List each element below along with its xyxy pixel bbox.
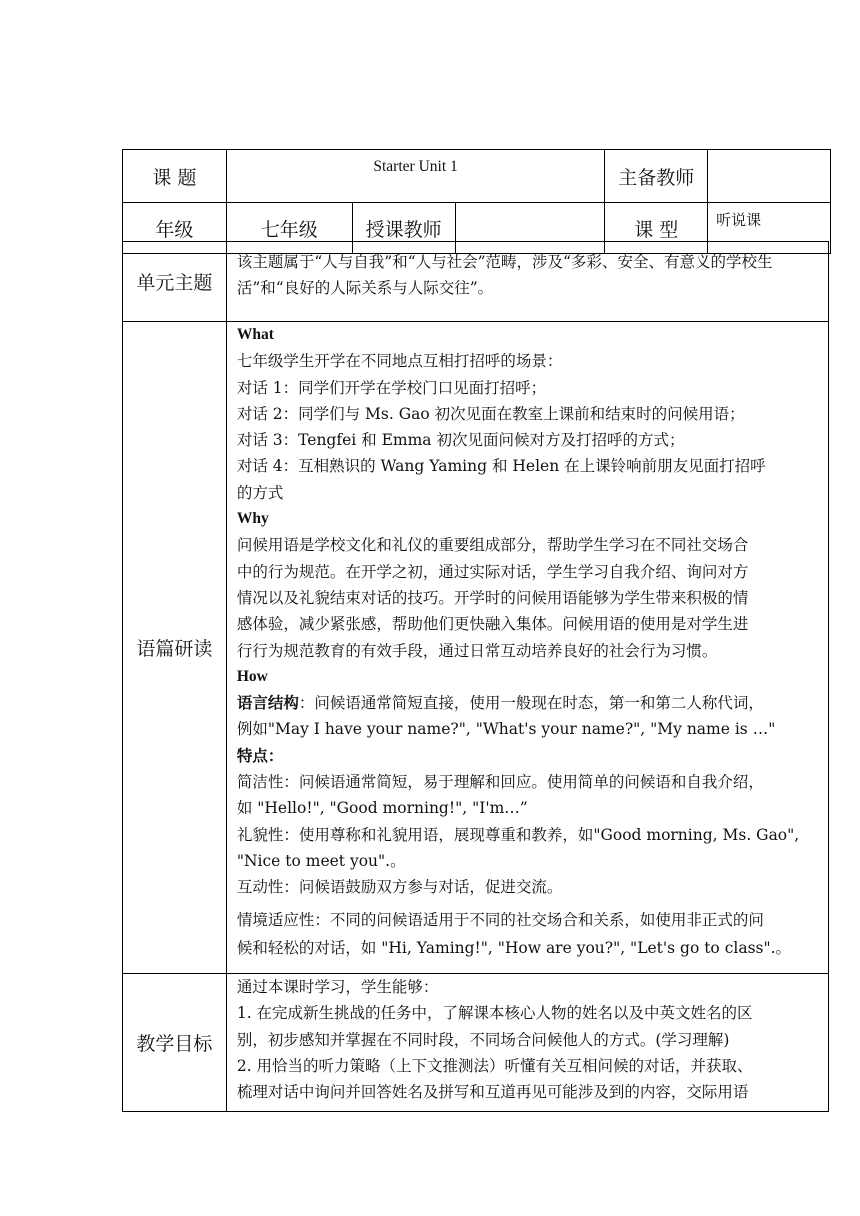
goal-line: 别，初步感知并掌握在不同时段，不同场合问候他人的方式。(学习理解)	[236, 1030, 730, 1049]
unit-theme-line: 活”和“良好的人际关系与人际交往”。	[236, 279, 494, 298]
feature-line: 礼貌性：使用尊称和礼貌用语，展现尊重和教养，如"Good morning, Ms. Gao",	[236, 825, 800, 844]
teaching-goals-content	[226, 974, 828, 1112]
why-line: 感体验，减少紧张感，帮助他们更快融入集体。问候用语的使用是对学生进	[236, 615, 749, 634]
feature-line: 互动性：问候语鼓励双方参与对话，促进交流。	[236, 878, 563, 897]
what-line: 七年级学生开学在不同地点互相打招呼的场景：	[236, 352, 563, 371]
language-structure-line	[237, 690, 818, 716]
text-analysis-row	[123, 322, 829, 974]
language-structure-text: ：问候语通常简短直接，使用一般现在时态，第一和第二人称代词，	[298, 694, 764, 713]
lead-teacher-label: 主备教师	[605, 150, 708, 203]
unit-theme-label: 单元主题	[123, 242, 227, 322]
text-analysis-content	[226, 322, 828, 974]
why-line: 行行为规范教育的有效手段，通过日常互动培养良好的社会行为习惯。	[236, 641, 718, 660]
why-heading: Why	[236, 510, 269, 528]
what-line: 的方式	[236, 483, 284, 502]
why-line: 中的行为规范。在开学之初，通过实际对话，学生学习自我介绍、询问对方	[236, 562, 749, 581]
lesson-type-label: 课 型	[605, 203, 708, 254]
unit-theme-content	[226, 242, 828, 322]
teaching-goals-row	[123, 974, 829, 1112]
grade-label: 年级	[123, 203, 227, 254]
feature-line: 如 "Hello!", "Good morning!", "I'm…”	[236, 799, 528, 818]
content-table	[122, 241, 829, 1112]
unit-theme-line: 该主题属于“人与自我”和“人与社会”范畴，涉及“多彩、安全、有意义的学校生	[236, 253, 773, 271]
teaching-goals-label: 教学目标	[123, 974, 227, 1112]
feature-line: 候和轻松的对话，如 "Hi, Yaming!", "How are you?", "Let's go to class".。	[236, 938, 792, 957]
what-line: 对话 4：互相熟识的 Wang Yaming 和 Helen 在上课铃响前朋友见面打招呼	[236, 457, 766, 476]
features-label: 特点：	[236, 745, 284, 765]
goal-line: 1. 在完成新生挑战的任务中，了解课本核心人物的姓名以及中英文姓名的区	[236, 1004, 753, 1023]
unit-theme-row	[123, 242, 829, 322]
topic-label: 课 题	[123, 150, 227, 203]
how-heading: How	[236, 667, 268, 685]
language-structure-label: 语言结构	[236, 693, 299, 713]
goal-line: 通过本课时学习，学生能够：	[236, 978, 439, 996]
lead-teacher-value	[708, 150, 831, 203]
why-line: 情况以及礼貌结束对话的技巧。开学时的问候用语能够为学生带来积极的情	[236, 588, 749, 607]
topic-value: Starter Unit 1	[226, 150, 604, 203]
what-line: 对话 3：Tengfei 和 Emma 初次见面问候对方及打招呼的方式；	[236, 431, 685, 450]
why-line: 问候用语是学校文化和礼仪的重要组成部分，帮助学生学习在不同社交场合	[236, 536, 749, 555]
feature-line: 情境适应性：不同的问候语适用于不同的社交场合和关系，如使用非正式的问	[236, 910, 764, 929]
language-structure-line: 例如"May I have your name?", "What's your name?", "My name is …"	[236, 720, 776, 739]
what-line: 对话 2：同学们与 Ms. Gao 初次见面在教室上课前和结束时的问候用语；	[236, 404, 745, 423]
feature-line: 简洁性：问候语通常简短，易于理解和回应。使用简单的问候语和自我介绍，	[236, 773, 764, 792]
what-line: 对话 1：同学们开学在学校门口见面打招呼；	[236, 378, 547, 397]
text-analysis-label: 语篇研读	[123, 322, 227, 974]
header-table	[122, 149, 831, 254]
what-heading: What	[236, 326, 274, 343]
teacher-label: 授课教师	[352, 203, 455, 254]
grade-value: 七年级	[226, 203, 352, 254]
feature-line: "Nice to meet you".。	[236, 851, 406, 870]
lesson-type-value: 听说课	[708, 203, 831, 254]
goal-line: 2. 用恰当的听力策略（上下文推测法）听懂有关互相问候的对话，并获取、	[236, 1056, 753, 1075]
goal-line: 梳理对话中询问并回答姓名及拼写和互道再见可能涉及到的内容，交际用语	[236, 1083, 749, 1102]
